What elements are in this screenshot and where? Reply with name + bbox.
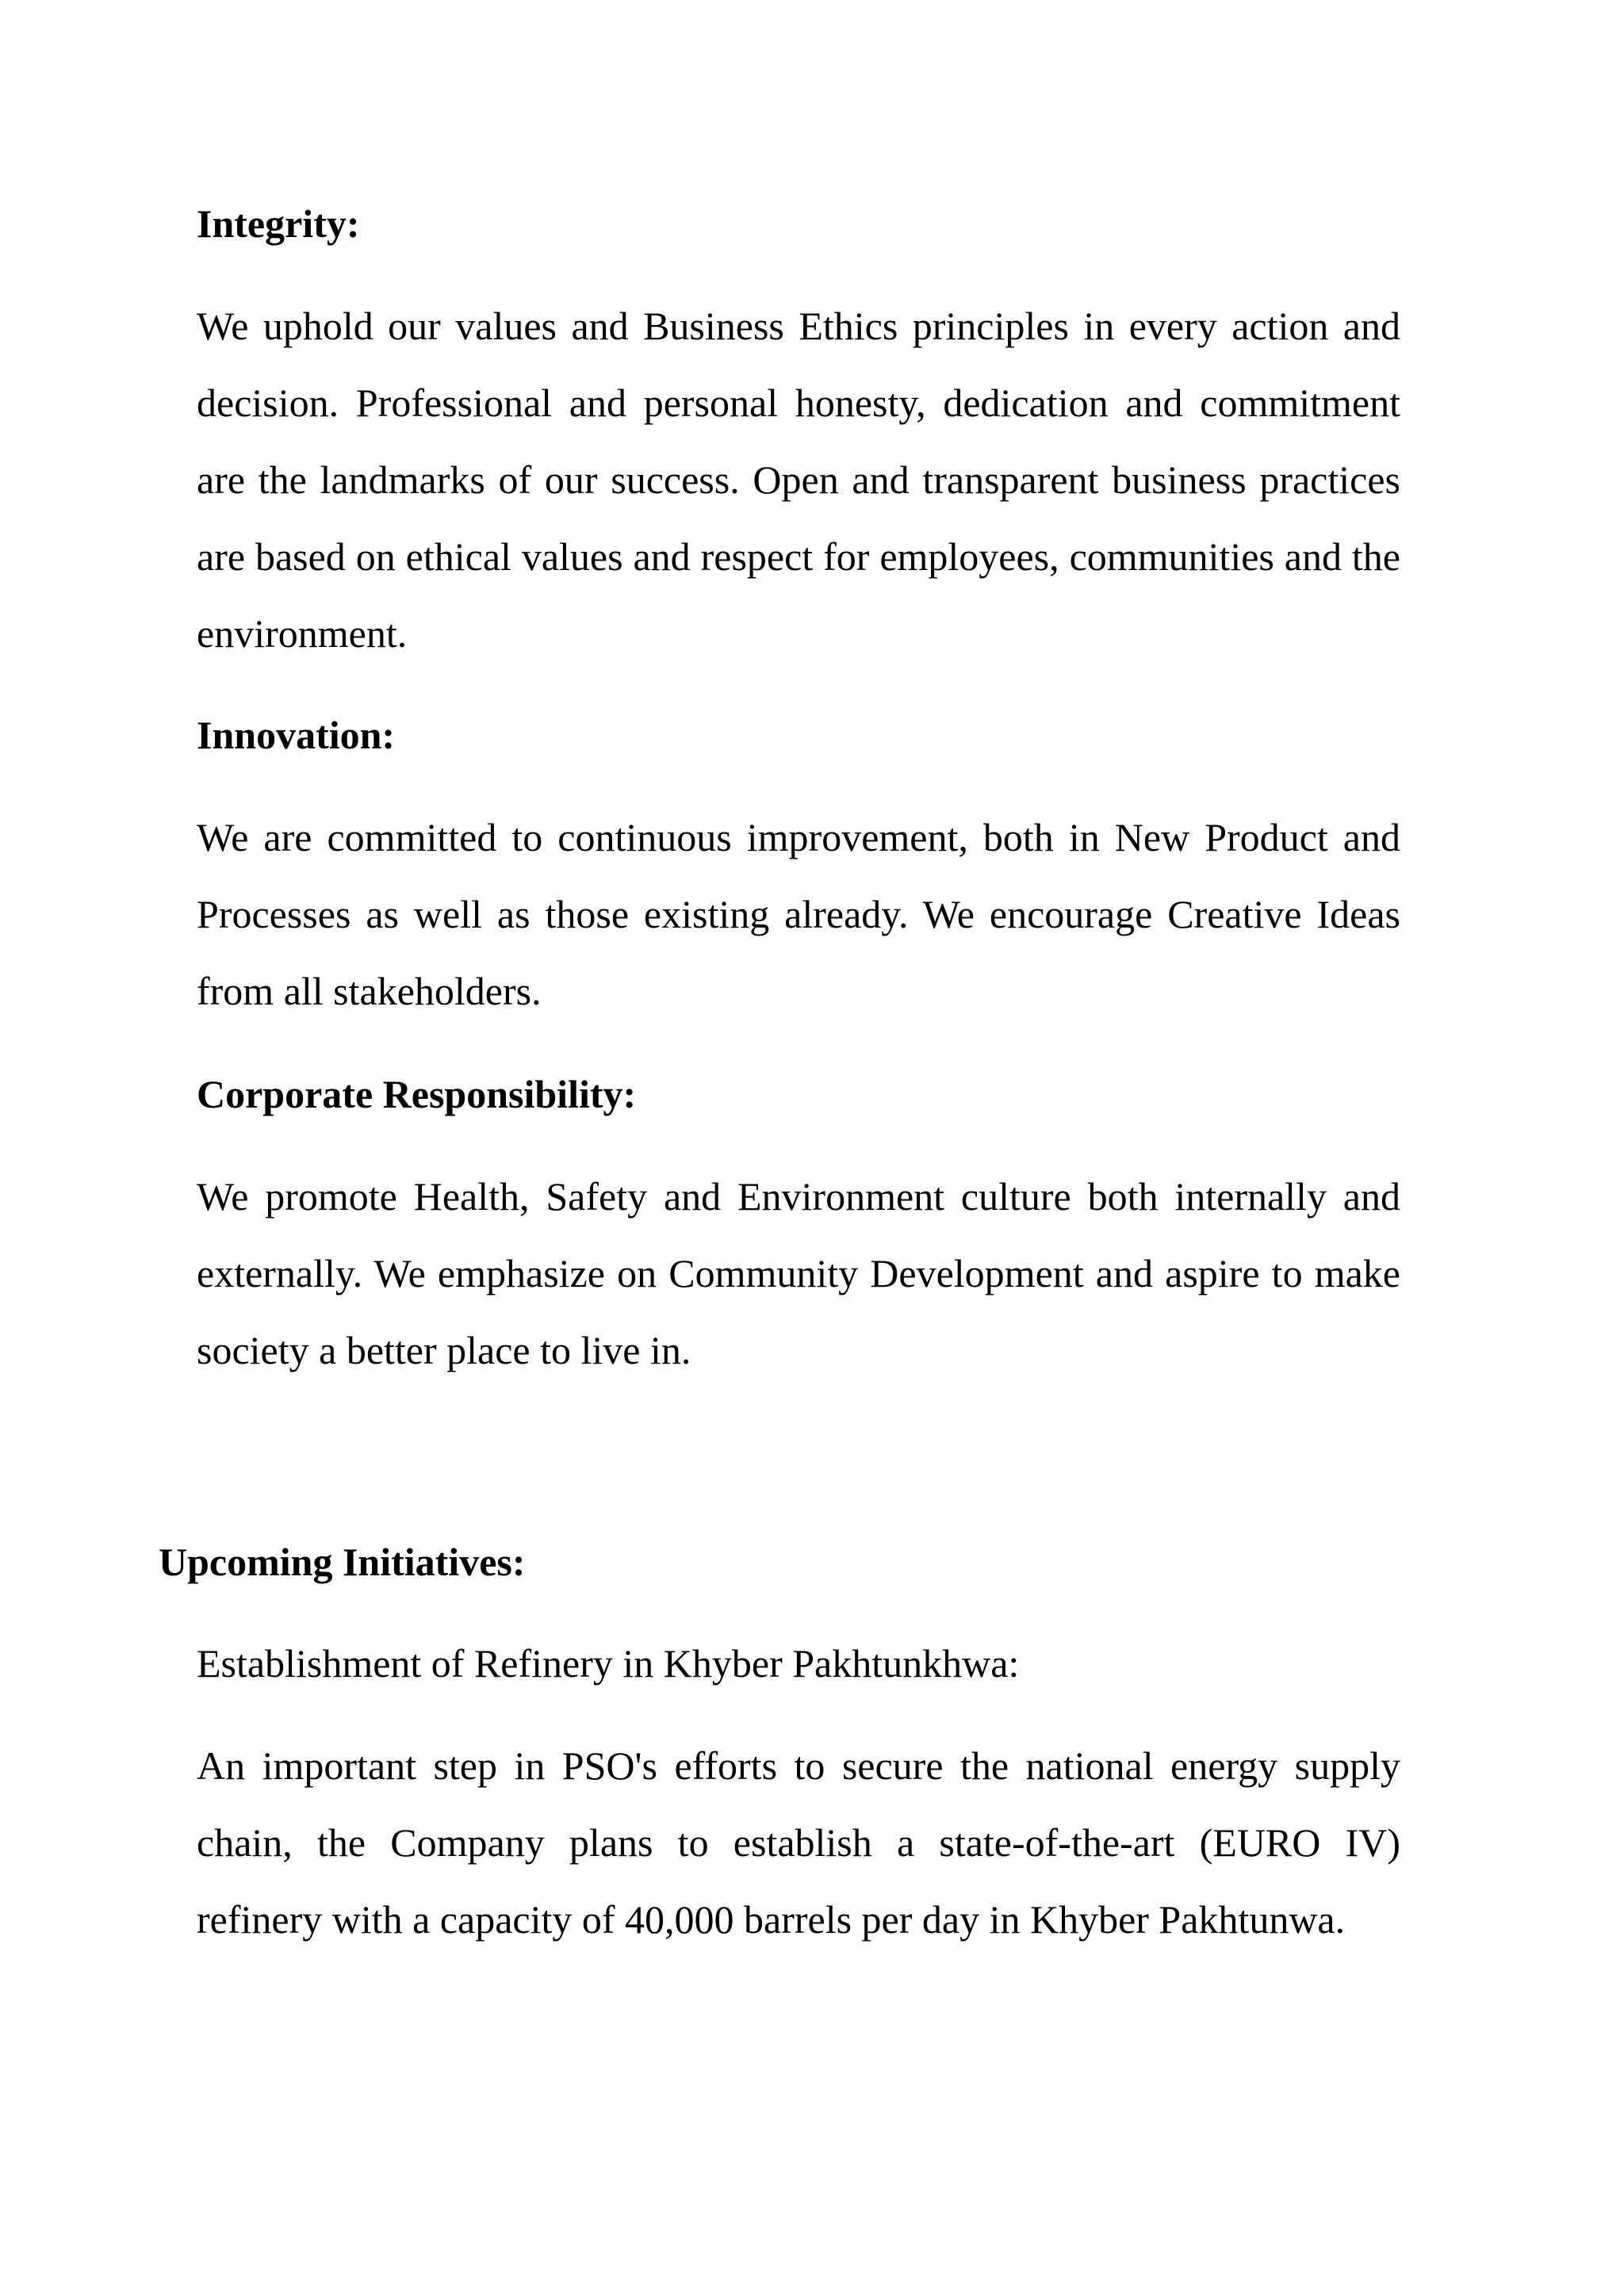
refinery-subheading: Establishment of Refinery in Khyber Pakhtunkhwa: [197, 1641, 1020, 1686]
innovation-paragraph: We are committed to continuous improvement, both in New Product and Processes as well as those existing already. We encourage Creative Ideas from all stakeholders. [197, 815, 1400, 1013]
refinery-paragraph: An important step in PSO's efforts to secure the national energy supply chain, the Company plans to establish a state-of-the-art (EURO IV) refinery with a capacity of 40,000 barrels per day in Khyber Pakhtunwa. [197, 1743, 1400, 1942]
innovation-heading: Innovation: [197, 713, 396, 757]
corporate-responsibility-heading: Corporate Responsibility: [197, 1072, 637, 1116]
corporate-responsibility-paragraph: We promote Health, Safety and Environment culture both internally and externally. We emphasize on Community Development and aspire to make society a better place to live in. [197, 1174, 1400, 1372]
integrity-heading: Integrity: [197, 201, 360, 246]
integrity-paragraph: We uphold our values and Business Ethics principles in every action and decision. Professional and personal honesty, dedication and commitment are the landmarks of our success. Open and transparent business practices are based on ethical values and respect for employees, communities and the environment. [197, 304, 1400, 656]
upcoming-initiatives-heading: Upcoming Initiatives: [159, 1540, 526, 1584]
